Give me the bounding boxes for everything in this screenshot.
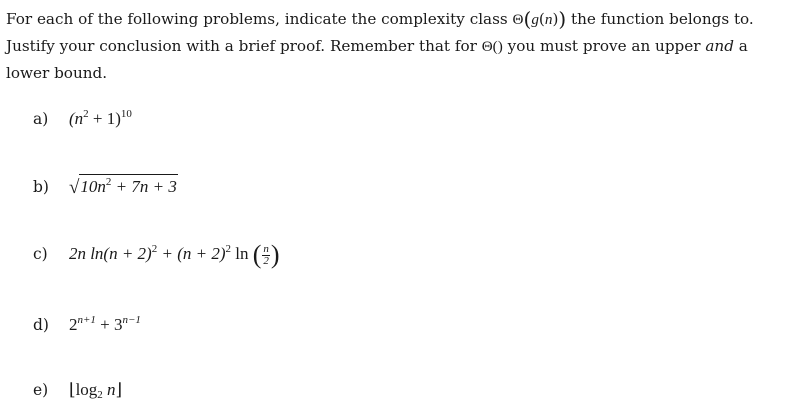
emphasis-and: and: [705, 37, 734, 55]
problem-label: e): [33, 381, 49, 399]
expression-e: $⌊\log_2$ n⌋: [68, 380, 123, 401]
expression-d: $2^{n+1} + 3^{n-1}$: [68, 314, 141, 334]
problem-label: d): [33, 316, 49, 334]
problem-label: c): [33, 245, 48, 263]
problem-d: [33, 314, 141, 335]
expression-b: $√10n^2 + 7n + 3$: [68, 176, 177, 198]
theta-symbol: Θ: [512, 11, 524, 28]
instructions-paragraph: For each of the following problems, indicate the complexity class Θ(g(n)) the function belongs to. Justify your conclusion with a brief proof. Remember that for Θ() you must prove an upper and a lower bound.: [6, 7, 754, 82]
problem-e: [33, 380, 122, 401]
problem-label: b): [33, 178, 49, 196]
expression-a: $(n^2 + 1)^{10}$: [68, 108, 132, 128]
problem-a: [33, 108, 132, 129]
problem-c: [33, 240, 280, 270]
theta-empty: Θ(): [481, 38, 503, 55]
expression-c: 2n $\ln(n + 2)^2 + (n + 2)^2$ ln ( $\frac{n}{2}$ ): [68, 240, 280, 269]
problem-label: a): [33, 110, 49, 128]
problem-b: [33, 176, 178, 199]
